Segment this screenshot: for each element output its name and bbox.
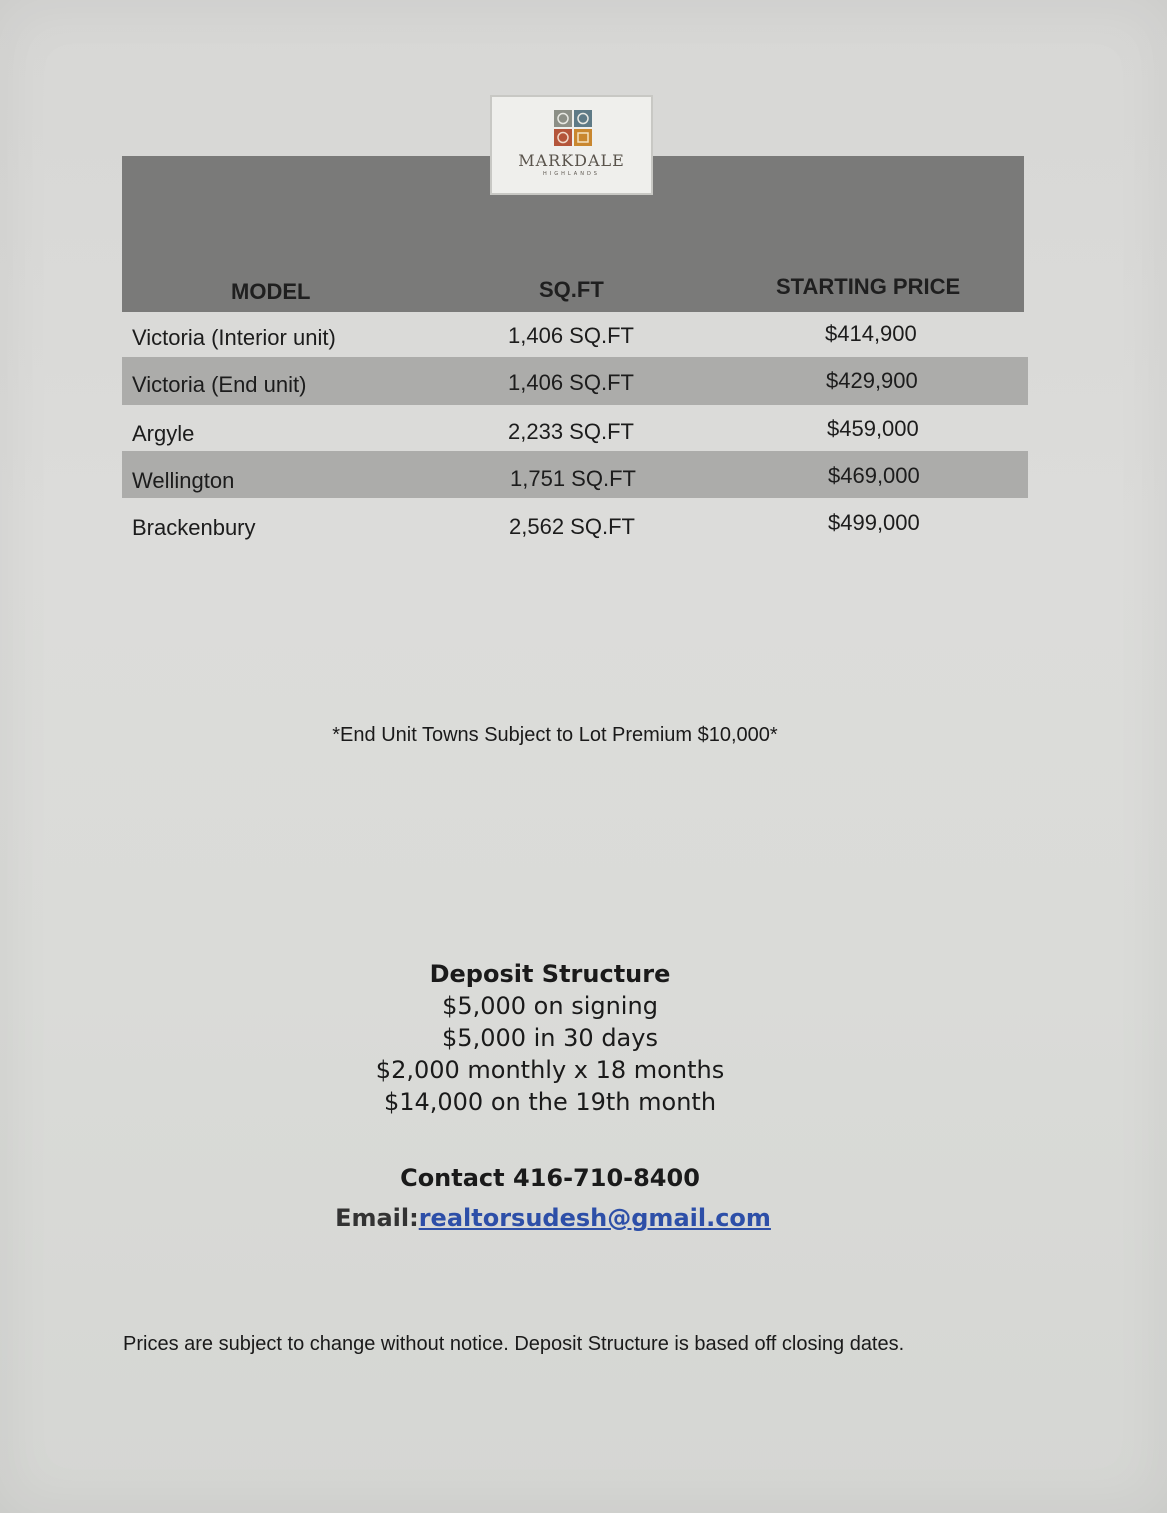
table-row-5-price: $499,000 (828, 510, 920, 535)
contact-email-line (0, 1204, 1106, 1232)
table-row-5-model: Brackenbury (132, 515, 256, 540)
lot-premium-notice: *End Unit Towns Subject to Lot Premium $10,000* (332, 724, 778, 746)
deposit-line: $14,000 on the 19th month (383, 1088, 717, 1116)
contact-phone: Contact 416-710-8400 (400, 1164, 700, 1192)
pricing-disclaimer: Prices are subject to change without notice. Deposit Structure is based off closing dates. (123, 1333, 905, 1355)
deposit-line: $2,000 monthly x 18 months (375, 1056, 725, 1084)
email-label: Email: (335, 1204, 419, 1232)
table-row-1-price: $414,900 (825, 321, 917, 346)
table-row-3-sqft: 2,233 SQ.FT (508, 419, 634, 444)
table-row-1-sqft: 1,406 SQ.FT (508, 323, 634, 348)
logo (490, 95, 653, 195)
email-link[interactable]: realtorsudesh@gmail.com (418, 1204, 771, 1232)
column-header-model: MODEL (231, 279, 311, 304)
deposit-line: $5,000 on signing (442, 992, 658, 1020)
table-row-2-model: Victoria (End unit) (132, 372, 307, 397)
table-row-5-sqft: 2,562 SQ.FT (509, 514, 635, 539)
logo-name: MARKDALE (518, 151, 625, 170)
column-header-price: STARTING PRICE (776, 274, 961, 299)
table-row-4-sqft: 1,751 SQ.FT (510, 466, 636, 491)
markdale-logo-icon (553, 109, 593, 147)
deposit-title: Deposit Structure (429, 960, 671, 988)
table-row-3-model: Argyle (132, 421, 195, 446)
deposit-structure (0, 958, 1100, 1118)
table-row-4-price: $469,000 (828, 463, 920, 488)
table-row-2-price: $429,900 (826, 368, 918, 393)
deposit-line: $5,000 in 30 days (442, 1024, 658, 1052)
column-header-sqft: SQ.FT (539, 277, 604, 302)
table-row-2-sqft: 1,406 SQ.FT (508, 370, 634, 395)
logo-subname: HIGHLANDS (543, 171, 600, 177)
table-row-3-price: $459,000 (827, 416, 919, 441)
table-row-4-model: Wellington (132, 468, 235, 493)
table-row-1-model: Victoria (Interior unit) (132, 325, 336, 350)
